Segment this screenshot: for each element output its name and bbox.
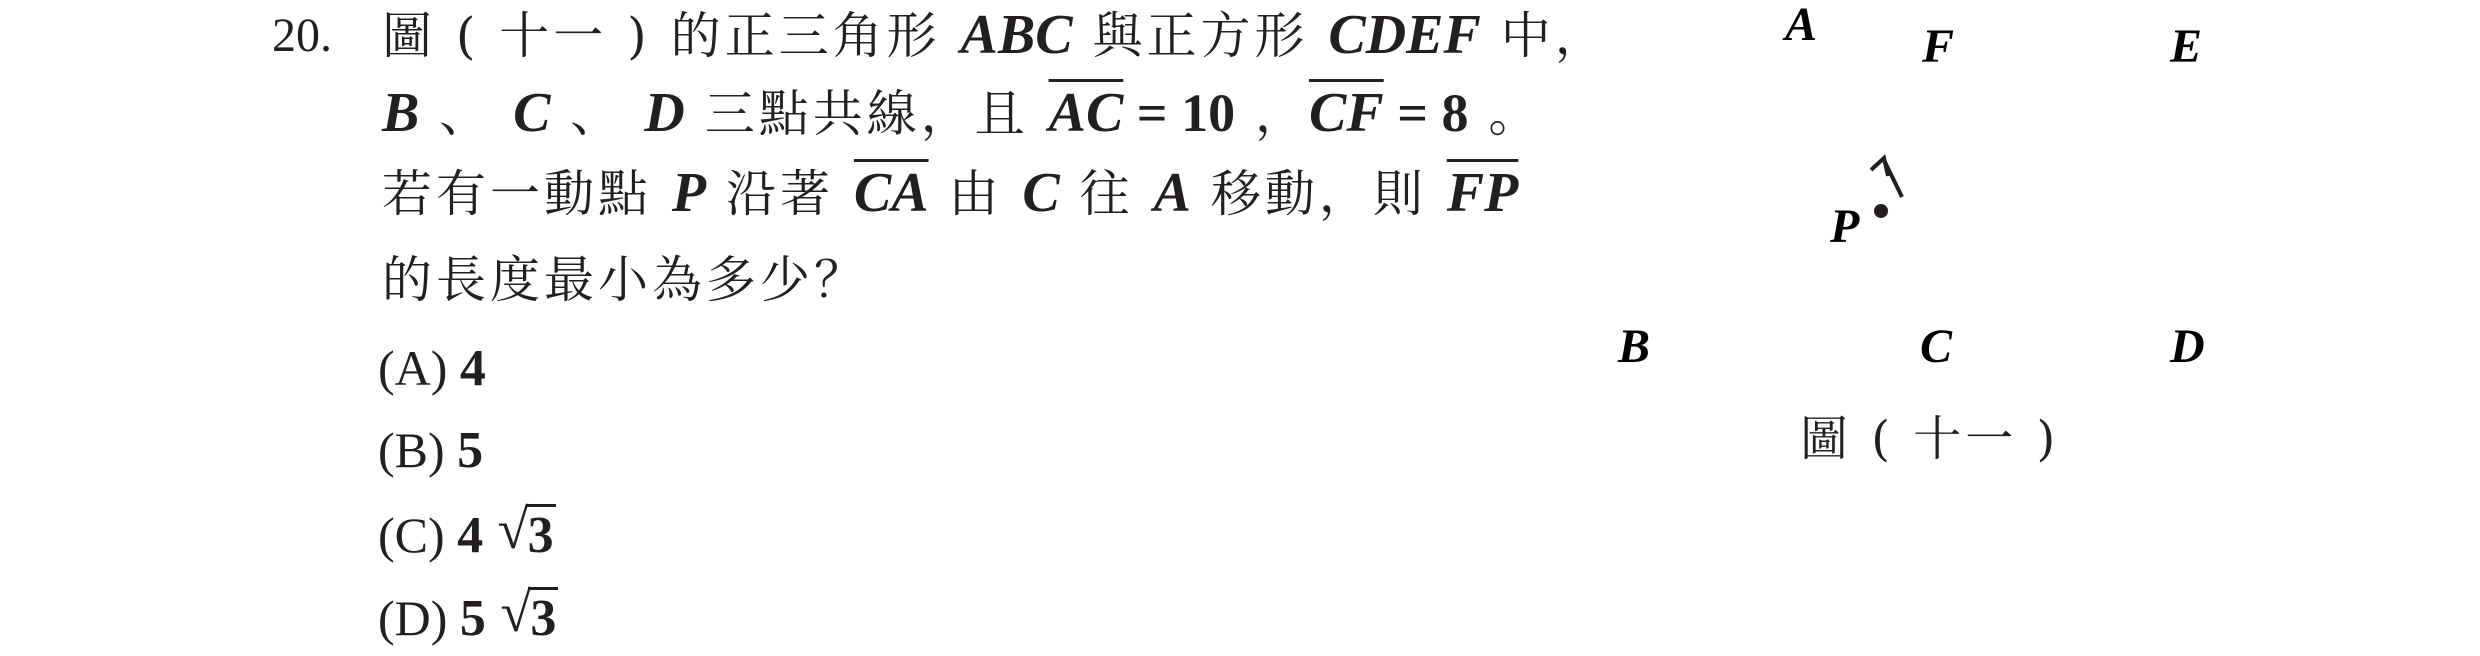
sqrt-expression [498, 584, 558, 654]
figure-caption: 圖 ( 十一 ) [1800, 411, 2060, 467]
radicand: 3 [526, 504, 556, 564]
text-segment: 若有一動點 [382, 165, 672, 223]
radical-sign: √ [497, 499, 529, 561]
option-c[interactable] [378, 500, 556, 571]
point-p: P [671, 162, 707, 224]
question-line-3 [382, 158, 1518, 229]
point-c: C [513, 82, 551, 144]
segment-ac: $\overline{AC}$ [1048, 82, 1124, 144]
text-segment: 、 [419, 85, 494, 143]
option-value: 4 [459, 340, 486, 397]
radicand: 3 [528, 587, 558, 647]
question-number: 20. [272, 9, 332, 62]
segment-fp: $\overline{FP}$ [1446, 162, 1519, 224]
equals-8: = 8 [1383, 83, 1469, 143]
label-f: F [1922, 20, 1955, 73]
text-segment: 三點共線，且 [684, 85, 1049, 143]
text-segment: 與正方形 [1072, 7, 1329, 65]
text-segment: 圖 ( 十一 ) 的正三角形 [382, 7, 961, 65]
label-c: C [1920, 320, 1953, 373]
option-label: (B) [378, 422, 445, 478]
segment-cf: $\overline{CF}$ [1308, 82, 1384, 144]
segment-ca: $\overline{CA}$ [853, 162, 929, 224]
option-b[interactable] [378, 415, 483, 486]
option-value: 4 [457, 507, 484, 564]
question-line-1 [382, 0, 1609, 71]
label-a: A [1785, 0, 1818, 51]
option-d[interactable] [378, 583, 558, 654]
point-d: D [644, 82, 685, 144]
question-line-2 [382, 78, 1542, 149]
point-c: C [1022, 162, 1060, 224]
text-segment: 沿著 [706, 165, 854, 223]
option-value: 5 [457, 422, 484, 479]
label-d: D [2170, 320, 2205, 373]
radical-sign: √ [500, 582, 532, 644]
option-value: 5 [459, 590, 486, 647]
point-p-dot [1874, 204, 1888, 218]
label-b: B [1618, 320, 1651, 373]
text-segment: 中， [1480, 7, 1609, 65]
label-p: P [1830, 200, 1860, 253]
text-segment: 移動，則 [1190, 165, 1447, 223]
label-e: E [2170, 20, 2203, 73]
text-segment: 。 [1468, 85, 1543, 143]
equals-10: = 10 [1123, 83, 1236, 143]
point-b: B [382, 82, 420, 144]
direction-arrow-head [1871, 158, 1888, 176]
triangle-name: ABC [960, 4, 1073, 66]
point-a: A [1153, 162, 1191, 224]
square-name: CDEF [1328, 4, 1481, 66]
text-segment: 、 [550, 85, 625, 143]
option-label: (A) [378, 340, 448, 396]
option-a[interactable] [378, 333, 486, 404]
option-label: (C) [378, 507, 445, 563]
option-label: (D) [378, 590, 448, 646]
geometry-figure [1600, 0, 2280, 400]
question-line-4: 的長度最小為多少？ [382, 251, 868, 309]
text-segment: 往 [1059, 165, 1154, 223]
sqrt-expression [496, 501, 556, 571]
text-segment: 由 [928, 165, 1023, 223]
text-segment: ， [1235, 85, 1309, 143]
